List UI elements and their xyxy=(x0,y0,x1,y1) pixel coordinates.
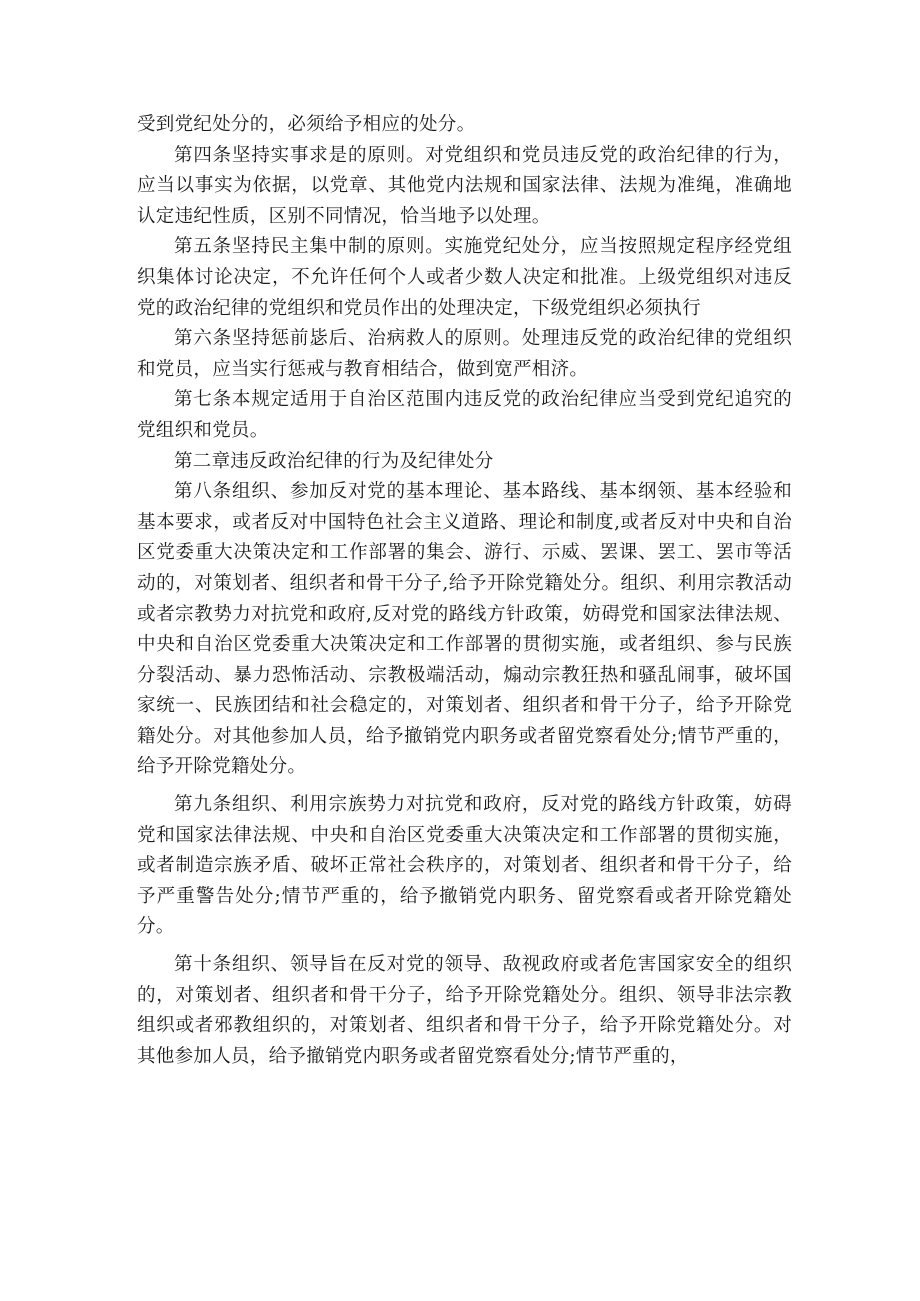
article-6: 第六条坚持惩前毖后、治病救人的原则。处理违反党的政治纪律的党组织和党员，应当实行惩戒与教育相结合，做到宽严相济。 xyxy=(137,328,792,380)
chapter-2-heading: 第二章违反政治纪律的行为及纪律处分 xyxy=(174,450,494,472)
article-5: 第五条坚持民主集中制的原则。实施党纪处分，应当按照规定程序经党组织集体讨论决定，不允许任何个人或者少数人决定和批准。上级党组织对违反党的政治纪律的党组织和党员作出的处理决定，下级党组织必须执行 xyxy=(137,236,792,319)
article-10: 第十条组织、领导旨在反对党的领导、敌视政府或者危害国家安全的组织的，对策划者、组织者和骨干分子，给予开除党籍处分。组织、领导非法宗教组织或者邪教组织的，对策划者、组织者和骨干分子，给予开除党籍处分。对其他参加人员，给予撤销党内职务或者留党察看处分;情节严重的， xyxy=(137,954,792,1067)
article-8: 第八条组织、参加反对党的基本理论、基本路线、基本纲领、基本经验和基本要求，或者反对中国特色社会主义道路、理论和制度,或者反对中央和自治区党委重大决策决定和工作部署的集会、游行、示威、罢课、罢工、罢市等活动的，对策划者、组织者和骨干分子,给予开除党籍处分。组织、利用宗教活动或者宗教势力对抗党和政府,反对党的路线方针政策，妨碍党和国家法律法规、中央和自治区党委重大决策决定和工作部署的贯彻实施，或者组织、参与民族分裂活动、暴力恐怖活动、宗教极端活动，煽动宗教狂热和骚乱闹事，破坏国家统一、民族团结和社会稳定的，对策划者、组织者和骨干分子，给予开除党籍处分。对其他参加人员，给予撤销党内职务或者留党察看处分;情节严重的，给予开除党籍处分。 xyxy=(137,481,792,778)
article-7: 第七条本规定适用于自治区范围内违反党的政治纪律应当受到党纪追究的党组织和党员。 xyxy=(137,389,792,441)
article-4: 第四条坚持实事求是的原则。对党组织和党员违反党的政治纪律的行为，应当以事实为依据，以党章、其他党内法规和国家法律、法规为准绳，准确地认定违纪性质，区别不同情况，恰当地予以处理。 xyxy=(137,144,792,227)
article-9: 第九条组织、利用宗族势力对抗党和政府，反对党的路线方针政策，妨碍党和国家法律法规、中央和自治区党委重大决策决定和工作部署的贯彻实施，或者制造宗族矛盾、破坏正常社会秩序的，对策划者、组织者和骨干分子，给予严重警告处分;情节严重的，给予撤销党内职务、留党察看或者开除党籍处分。 xyxy=(137,794,792,938)
paragraph-continuation: 受到党纪处分的，必须给予相应的处分。 xyxy=(137,114,476,135)
